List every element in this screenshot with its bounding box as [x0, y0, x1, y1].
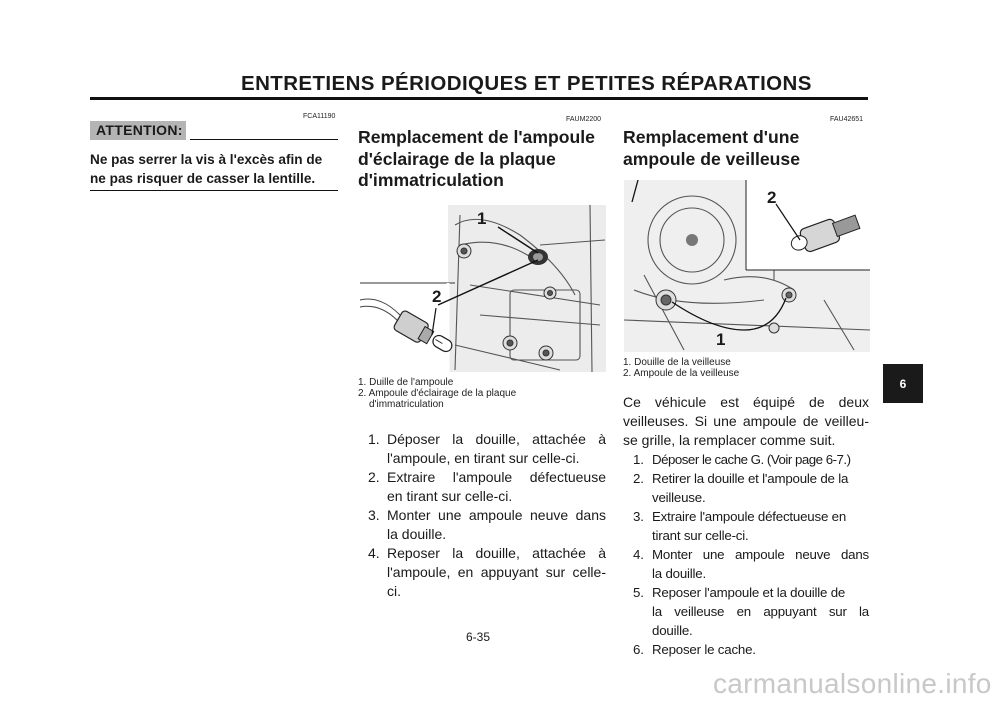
step-item — [623, 640, 869, 659]
header-rule — [90, 97, 868, 100]
step-line: douille. — [652, 623, 693, 638]
step-item — [358, 544, 606, 601]
callout-2: 2 — [432, 287, 442, 306]
step-number: 5. — [633, 585, 644, 600]
step-line: la veilleuse en appuyant sur la — [652, 604, 869, 619]
title-line: Remplacement de l'ampoule — [358, 127, 595, 147]
step-line: Reposer l'ampoule et la douille de — [652, 585, 846, 600]
caption-line: 1. Douille de la veilleuse — [623, 357, 731, 368]
intro-line: veilleuses. Si une ampoule de veilleu- — [623, 413, 869, 429]
section-title-license-plate — [358, 127, 608, 192]
step-line: Monter une ampoule neuve dans — [387, 507, 606, 523]
steps-license-plate — [358, 430, 606, 601]
section-code-parking-light: FAU42651 — [830, 116, 864, 123]
chapter-tab: 6 — [883, 364, 923, 403]
caption-line: 2. Ampoule d'éclairage de la plaque — [358, 388, 517, 399]
title-line: d'immatriculation — [358, 170, 504, 190]
intro-parking-light — [623, 393, 869, 450]
page-number: 6-35 — [466, 630, 491, 644]
step-line: la douille. — [652, 566, 706, 581]
intro-line: se grille, la remplacer comme suit. — [623, 432, 836, 448]
attention-line: ne pas risquer de casser la lentille. — [90, 171, 316, 186]
figure-parking-light-bulb — [624, 180, 870, 352]
attention-bottom-rule — [90, 190, 338, 191]
step-number: 6. — [633, 642, 644, 657]
attention-line: Ne pas serrer la vis à l'excès afin de — [90, 152, 323, 167]
step-line: Déposer la douille, attachée à — [387, 431, 606, 447]
step-line: Extraire l'ampoule défectueuse — [387, 469, 606, 485]
license-plate-bulb-illustration — [360, 205, 606, 372]
step-number: 2. — [368, 469, 380, 485]
step-item — [358, 468, 606, 506]
step-line: Retirer la douille et l'ampoule de la — [652, 471, 849, 486]
parking-light-bulb-illustration — [624, 180, 870, 352]
intro-line: Ce véhicule est équipé de deux — [623, 394, 869, 410]
step-item — [623, 507, 869, 545]
page-header-title: ENTRETIENS PÉRIODIQUES ET PETITES RÉPARATIONS — [241, 72, 812, 95]
step-number: 1. — [633, 452, 644, 467]
step-line: la douille. — [387, 526, 447, 542]
step-number: 3. — [633, 509, 644, 524]
watermark: carmanualsonline.info — [713, 668, 992, 699]
title-line: d'éclairage de la plaque — [358, 148, 556, 169]
attention-text — [90, 150, 342, 188]
steps-parking-light — [623, 450, 869, 659]
attention-rule — [190, 139, 338, 140]
callout-1: 1 — [716, 330, 726, 349]
figure-caption-license-plate — [358, 377, 516, 410]
attention-label: ATTENTION: — [96, 122, 183, 138]
callout-2: 2 — [767, 188, 777, 207]
step-line: l'ampoule, en tirant sur celle-ci. — [387, 450, 580, 466]
step-item — [623, 450, 869, 469]
step-item — [623, 583, 869, 640]
step-line: Monter une ampoule neuve dans — [652, 547, 869, 562]
step-number: 1. — [368, 431, 380, 447]
step-line: en tirant sur celle-ci. — [387, 488, 513, 504]
step-item — [358, 506, 606, 544]
callout-1: 1 — [477, 209, 487, 228]
figure-license-plate-bulb — [360, 205, 606, 372]
caption-line: d'immatriculation — [369, 399, 444, 410]
step-number: 3. — [368, 507, 380, 523]
step-line: veilleuse. — [652, 490, 706, 505]
title-line: Remplacement d'une — [623, 127, 800, 147]
step-line: tirant sur celle-ci. — [652, 528, 749, 543]
step-item — [623, 545, 869, 583]
step-item — [623, 469, 869, 507]
figure-caption-parking-light — [623, 357, 739, 379]
step-line: Reposer la douille, attachée à — [387, 545, 606, 561]
step-item — [358, 430, 606, 468]
step-line: Déposer le cache G. (Voir page 6-7.) — [652, 452, 851, 467]
section-code-license-plate: FAUM2200 — [566, 116, 602, 123]
caption-line: 1. Duille de l'ampoule — [358, 377, 454, 388]
attention-code: FCA11190 — [303, 113, 336, 120]
step-number: 2. — [633, 471, 644, 486]
section-title-parking-light — [623, 127, 873, 170]
title-line: ampoule de veilleuse — [623, 148, 800, 169]
step-line: l'ampoule, en appuyant sur celle- — [387, 564, 606, 580]
step-line: ci. — [387, 583, 401, 599]
step-line: Extraire l'ampoule défectueuse en — [652, 509, 847, 524]
caption-line: 2. Ampoule de la veilleuse — [623, 368, 740, 379]
step-line: Reposer le cache. — [652, 642, 756, 657]
step-number: 4. — [633, 547, 644, 562]
step-number: 4. — [368, 545, 380, 561]
